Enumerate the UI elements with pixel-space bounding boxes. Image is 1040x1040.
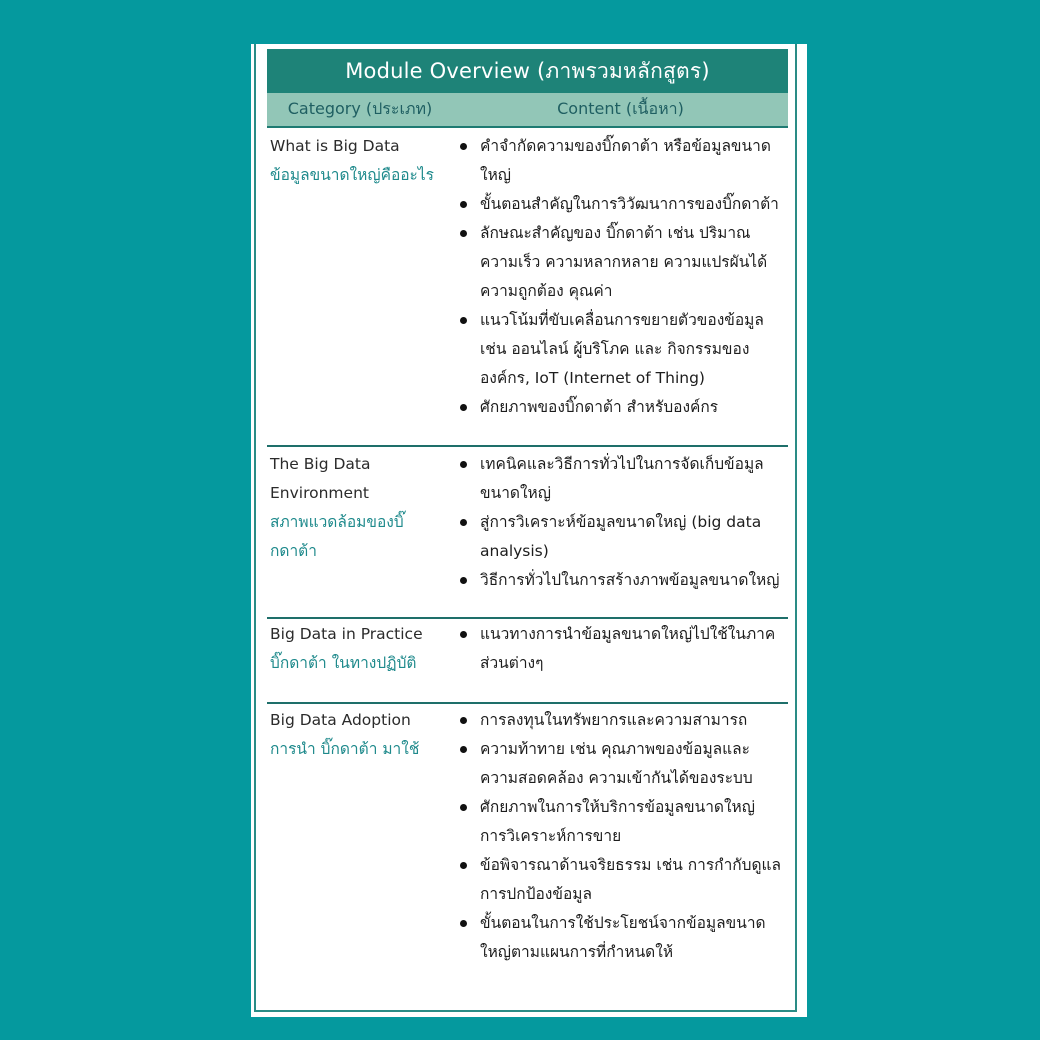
category-th: การนำ บิ๊กดาต้า มาใช้ bbox=[270, 740, 420, 758]
list-item: การลงทุนในทรัพยากรและความสามารถ bbox=[457, 706, 786, 735]
content-list bbox=[457, 450, 786, 595]
content-list bbox=[457, 706, 786, 967]
table-row bbox=[267, 706, 788, 986]
category-th: สภาพแวดล้อมของบิ๊กดาต้า bbox=[270, 513, 404, 560]
header-content: Content (เนื้อหา) bbox=[557, 99, 684, 118]
module-overview-card bbox=[251, 44, 807, 1017]
category-en: What is Big Data bbox=[270, 137, 400, 155]
content-list bbox=[457, 620, 786, 678]
list-item: ขั้นตอนสำคัญในการวิวัฒนาการของบิ๊กดาต้า bbox=[457, 190, 786, 219]
list-item: แนวทางการนำข้อมูลขนาดใหญ่ไปใช้ในภาคส่วนต่างๆ bbox=[457, 620, 786, 678]
list-item: ข้อพิจารณาด้านจริยธรรม เช่น การกำกับดูแล การปกป้องข้อมูล bbox=[457, 851, 786, 909]
category-cell bbox=[270, 620, 450, 678]
list-item: ศักยภาพในการให้บริการข้อมูลขนาดใหญ่ การวิเคราะห์การขาย bbox=[457, 793, 786, 851]
list-item: คำจำกัดความของบิ๊กดาต้า หรือข้อมูลขนาดใหญ่ bbox=[457, 132, 786, 190]
category-th: ข้อมูลขนาดใหญ่คืออะไร bbox=[270, 166, 435, 184]
category-en: The Big Data Environment bbox=[270, 455, 371, 502]
table-title: Module Overview (ภาพรวมหลักสูตร) bbox=[267, 49, 788, 93]
header-category: Category (ประเภท) bbox=[287, 99, 433, 118]
list-item: ลักษณะสำคัญของ บิ๊กดาต้า เช่น ปริมาณ ความเร็ว ความหลากหลาย ความแปรผันได้ ความถูกต้อง คุณค่า bbox=[457, 219, 786, 306]
content-list bbox=[457, 132, 786, 422]
table-row bbox=[267, 620, 788, 704]
table-header-row bbox=[267, 93, 788, 128]
category-cell bbox=[270, 450, 450, 566]
list-item: เทคนิคและวิธีการทั่วไปในการจัดเก็บข้อมูลขนาดใหญ่ bbox=[457, 450, 786, 508]
list-item: ความท้าทาย เช่น คุณภาพของข้อมูลและความสอดคล้อง ความเข้ากันได้ของระบบ bbox=[457, 735, 786, 793]
category-en: Big Data Adoption bbox=[270, 711, 411, 729]
category-cell bbox=[270, 706, 450, 764]
list-item: ศักยภาพของบิ๊กดาต้า สำหรับองค์กร bbox=[457, 393, 786, 422]
category-en: Big Data in Practice bbox=[270, 625, 423, 643]
list-item: แนวโน้มที่ขับเคลื่อนการขยายตัวของข้อมูล เช่น ออนไลน์ ผู้บริโภค และ กิจกรรมขององค์กร, IoT (Internet of Thing) bbox=[457, 306, 786, 393]
list-item: ขั้นตอนในการใช้ประโยชน์จากข้อมูลขนาดใหญ่ตามแผนการที่กำหนดให้ bbox=[457, 909, 786, 967]
list-item: สู่การวิเคราะห์ข้อมูลขนาดใหญ่ (big data analysis) bbox=[457, 508, 786, 566]
table-row bbox=[267, 132, 788, 447]
category-th: บิ๊กดาต้า ในทางปฏิบัติ bbox=[270, 654, 417, 672]
list-item: วิธีการทั่วไปในการสร้างภาพข้อมูลขนาดใหญ่ bbox=[457, 566, 786, 595]
category-cell bbox=[270, 132, 450, 190]
table-row bbox=[267, 450, 788, 619]
